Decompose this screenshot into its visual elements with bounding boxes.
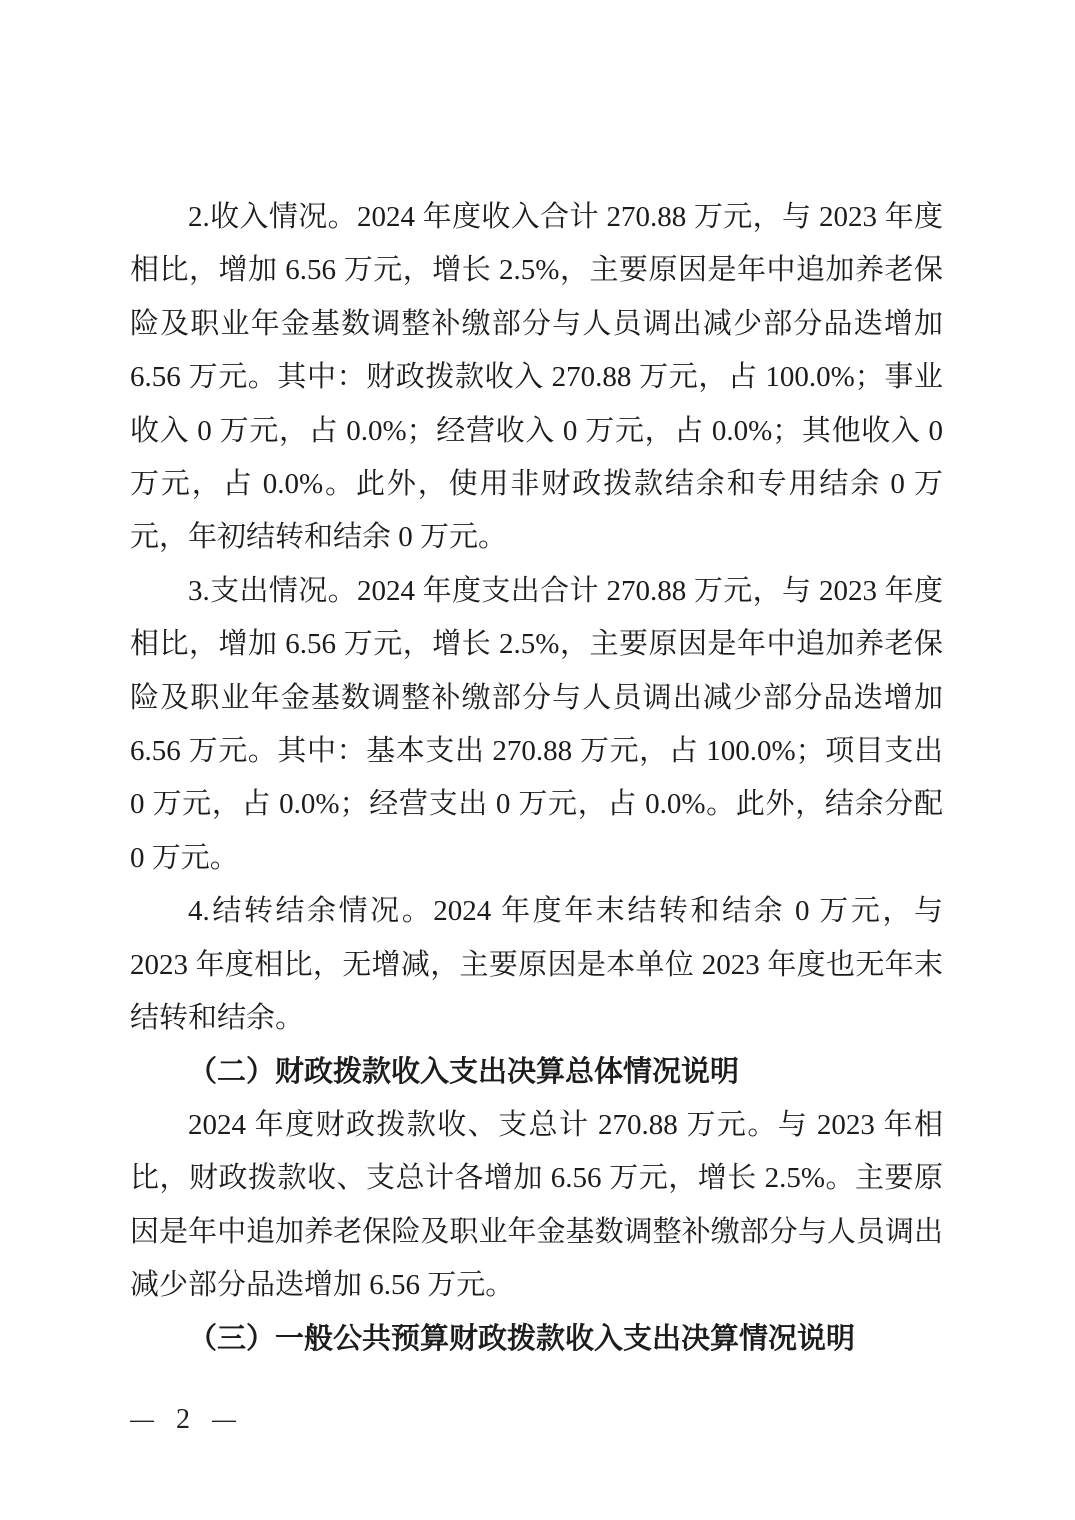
paragraph-fiscal-appropriation-overview: 2024 年度财政拨款收、支总计 270.88 万元。与 2023 年相比，财政拨款收、支总计各增加 6.56 万元，增长 2.5%。主要原因是年中追加养老保险及职业年金基数调整补缴部分与人员调出减少部分品迭增加 6.56 万元。 xyxy=(130,1108,943,1302)
footer-dash-right: — xyxy=(212,1404,236,1435)
heading-section-2: （二）财政拨款收入支出决算总体情况说明 xyxy=(188,1055,740,1088)
paragraph-income-overview: 2.收入情况。2024 年度收入合计 270.88 万元，与 2023 年度相比，增加 6.56 万元，增长 2.5%，主要原因是年中追加养老保险及职业年金基数调整补缴部分与人员调出减少部分品迭增加 6.56 万元。其中：财政拨款收入 270.88 万元，占 100.0%；事业收入 0 万元，占 0.0%；经营收入 0 万元，占 0.0%；其他收入 0 万元，占 0.0%。此外，使用非财政拨款结余和专用结余 0 万元，年初结转和结余 0 万元。 xyxy=(130,201,943,554)
document-body xyxy=(130,191,943,1366)
page-footer xyxy=(128,1404,238,1436)
paragraph-expenditure-overview: 3.支出情况。2024 年度支出合计 270.88 万元，与 2023 年度相比，增加 6.56 万元，增长 2.5%，主要原因是年中追加养老保险及职业年金基数调整补缴部分与人员调出减少部分品迭增加 6.56 万元。其中：基本支出 270.88 万元，占 100.0%；项目支出 0 万元，占 0.0%；经营支出 0 万元，占 0.0%。此外，结余分配 0 万元。 xyxy=(130,574,943,874)
paragraph-carryover-overview: 4.结转结余情况。2024 年度年末结转和结余 0 万元，与 2023 年度相比，无增减，主要原因是本单位 2023 年度也无年末结转和结余。 xyxy=(130,895,943,1035)
page-number: 2 xyxy=(176,1404,190,1435)
footer-dash-left: — xyxy=(130,1404,154,1435)
heading-section-3: （三）一般公共预算财政拨款收入支出决算情况说明 xyxy=(188,1322,856,1355)
